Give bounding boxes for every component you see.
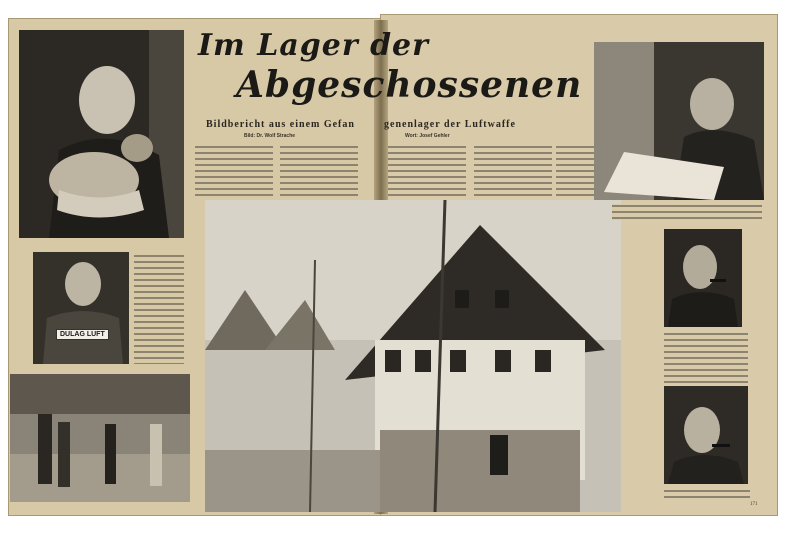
photo-man-with-pipe: [664, 229, 742, 327]
body-text-column: [474, 145, 552, 200]
photo-prisoners-walking: [10, 374, 190, 502]
caption-block: [134, 254, 184, 364]
sign-dulag-luft: DULAG LUFT: [56, 329, 109, 340]
photo-officer-with-cat: [19, 30, 184, 238]
photo-man-with-sign: [33, 252, 129, 364]
photo-man-writing: [594, 42, 764, 200]
body-text-column: [280, 145, 358, 200]
photo-credit: Bild: Dr. Wolf Strache: [244, 133, 296, 139]
photo-young-man-with-pipe: [664, 386, 748, 484]
text-credit: Wort: Josef Gehler: [405, 133, 450, 139]
photo-camp-house: [205, 200, 621, 512]
article-title-line2: Abgeschossenen: [236, 64, 583, 106]
subtitle-left: Bildbericht aus einem Gefan: [206, 119, 355, 130]
caption-block: [664, 332, 748, 384]
article-title-line1: Im Lager der: [198, 28, 429, 63]
caption-block: [664, 489, 750, 501]
body-text-column: [556, 145, 594, 200]
body-text-column: [195, 145, 273, 200]
body-text-column: [388, 145, 466, 200]
caption-block: [612, 204, 762, 220]
subtitle-right: genenlager der Luftwaffe: [384, 119, 516, 130]
page-number: 171: [750, 502, 758, 507]
